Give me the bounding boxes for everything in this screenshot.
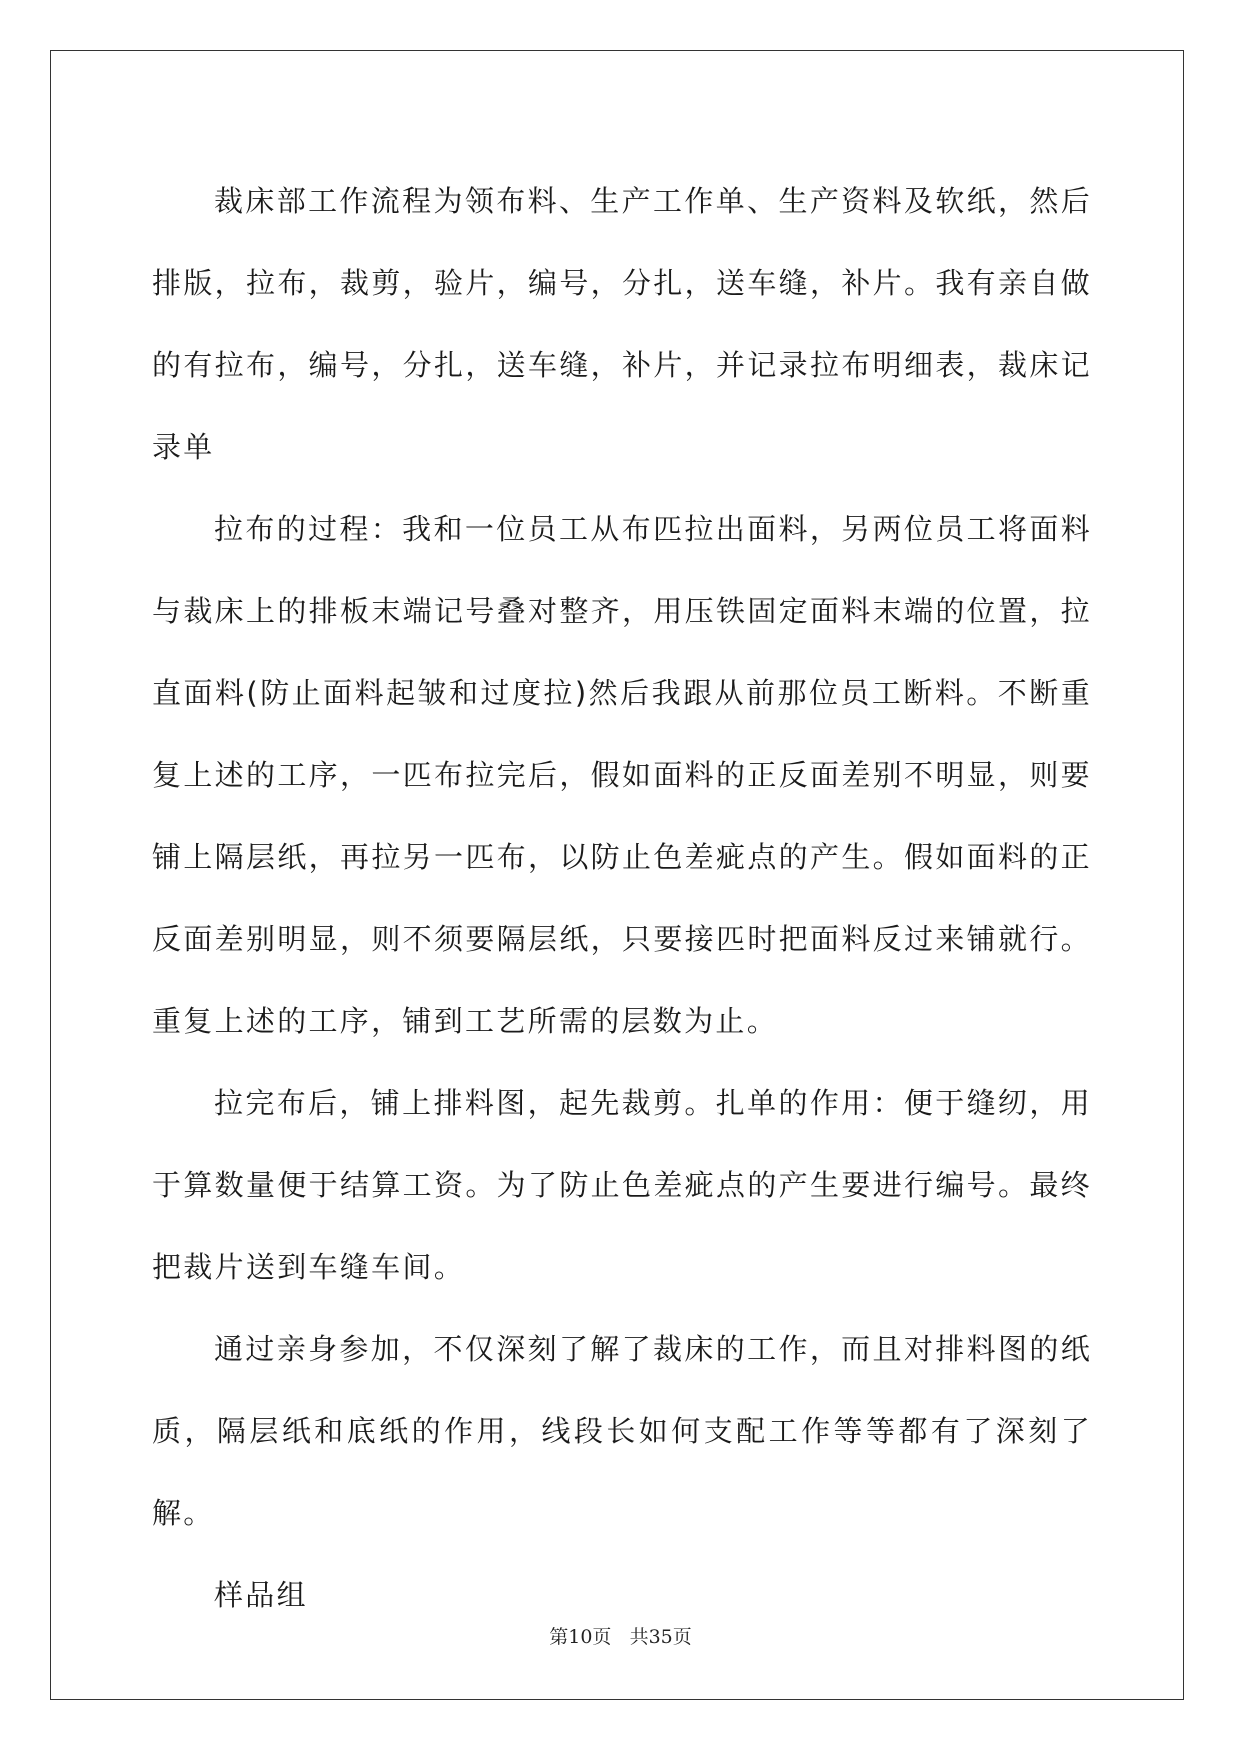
paragraph: 拉完布后，铺上排料图，起先裁剪。扎单的作用：便于缝纫，用于算数量便于结算工资。为了防止色差疵点的产生要进行编号。最终把裁片送到车缝车间。	[152, 1086, 1092, 1284]
page-total: 共35页	[629, 1626, 692, 1648]
page-footer	[0, 1622, 1241, 1649]
paragraph: 样品组	[214, 1578, 308, 1612]
page-number: 第10页	[549, 1626, 612, 1648]
paragraph: 裁床部工作流程为领布料、生产工作单、生产资料及软纸，然后排版，拉布，裁剪，验片，编号，分扎，送车缝，补片。我有亲自做的有拉布，编号，分扎，送车缝，补片，并记录拉布明细表，裁床记录单	[152, 184, 1092, 464]
document-body	[152, 160, 1092, 1636]
paragraph: 通过亲身参加，不仅深刻了解了裁床的工作，而且对排料图的纸质，隔层纸和底纸的作用，线段长如何支配工作等等都有了深刻了解。	[152, 1332, 1092, 1530]
paragraph: 拉布的过程：我和一位员工从布匹拉出面料，另两位员工将面料与裁床上的排板末端记号叠对整齐，用压铁固定面料末端的位置，拉直面料(防止面料起皱和过度拉)然后我跟从前那位员工断料。不断重复上述的工序，一匹布拉完后，假如面料的正反面差别不明显，则要铺上隔层纸，再拉另一匹布，以防止色差疵点的产生。假如面料的正反面差别明显，则不须要隔层纸，只要接匹时把面料反过来铺就行。重复上述的工序，铺到工艺所需的层数为止。	[152, 512, 1092, 1038]
